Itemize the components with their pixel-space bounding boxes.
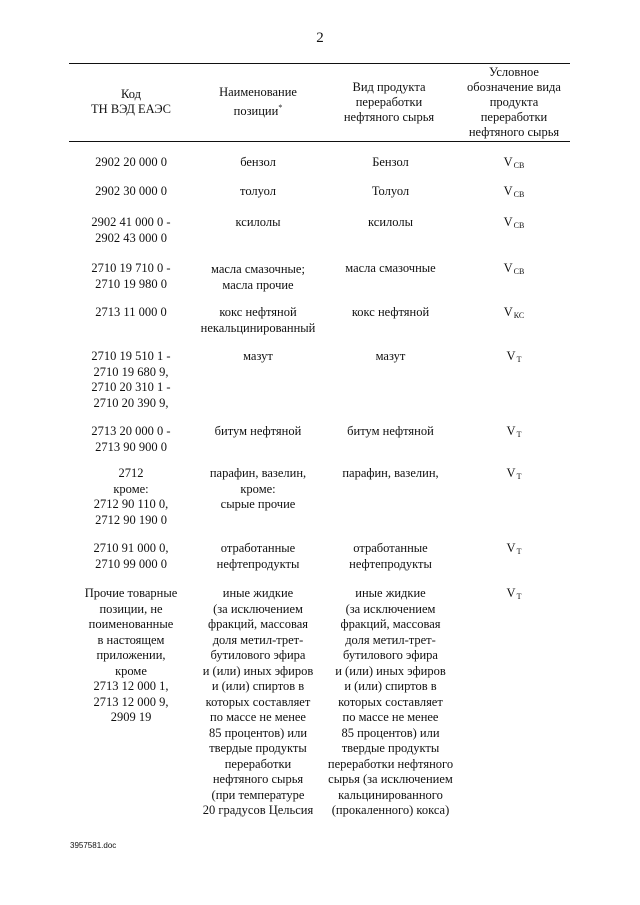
designation-subscript: СВ [513, 267, 525, 276]
product-cell: кокс нефтяной [351, 305, 430, 319]
designation-cell: $V_{СВ}$ [503, 261, 525, 276]
name-cell: бензол [240, 155, 276, 169]
name-cell: иные жидкие (за исключением фракций, массовая доля метил-трет- бутилового эфира и (или) иных эфиров и (или) спиртов в которых составляет по массе не менее 85 процентов) или твердые продукты переработки нефтяного сырья (при температуре 20 градусов Цельсия [202, 586, 314, 817]
code-cell: 2902 41 000 0 - 2902 43 000 0 [91, 215, 171, 245]
designation-subscript: Т [516, 430, 522, 439]
page-number: 2 [316, 30, 324, 46]
product-cell: иные жидкие (за исключением фракций, массовая доля метил-трет- бутилового эфира и (или) иных эфиров и (или) спиртов в которых составляет по массе не менее 85 процентов) или твердые продукты переработки нефтяного сырья (за исключением кальцинированного (прокаленного) кокса) [327, 586, 454, 817]
designation-subscript: СВ [513, 221, 525, 230]
designation-cell: $V_{СВ}$ [503, 155, 525, 170]
designation-subscript: КС [513, 311, 525, 320]
header-name-text: Наименование позиции* [219, 84, 297, 119]
table-row [69, 261, 570, 292]
product-cell: Бензол [372, 155, 409, 169]
table-row [69, 424, 570, 454]
header-bottom-rule [69, 141, 570, 142]
designation-cell: $V_Т$ [506, 466, 522, 481]
code-cell: 2712 кроме: 2712 90 110 0, 2712 90 190 0 [93, 466, 169, 527]
designation-cell: $V_Т$ [506, 424, 522, 439]
header-code [69, 66, 193, 138]
table-row [69, 155, 570, 175]
designation-subscript: Т [516, 547, 522, 556]
code-cell: 2902 30 000 0 [95, 184, 167, 198]
code-cell: 2902 20 000 0 [95, 155, 167, 169]
name-cell: отработанные нефтепродукты [216, 541, 300, 571]
footnote-mark: * [278, 102, 283, 112]
header-designation-text: Условное обозначение вида продукта переработки нефтяного сырья [467, 64, 561, 139]
code-cell: 2710 19 510 1 - 2710 19 680 9, 2710 20 310 1 - 2710 20 390 9, [91, 349, 171, 410]
product-cell: парафин, вазелин, [342, 466, 439, 480]
product-cell: отработанные нефтепродукты [349, 541, 432, 571]
table-row [69, 215, 570, 245]
product-cell: мазут [375, 349, 406, 363]
designation-cell: $V_Т$ [506, 541, 522, 556]
table-row [69, 586, 570, 817]
product-cell: ксилолы [368, 215, 413, 229]
name-cell: ксилолы [235, 215, 281, 229]
table-row [69, 541, 570, 571]
name-cell: парафин, вазелин, кроме: сырые прочие [209, 466, 307, 511]
designation-cell: $V_Т$ [506, 586, 522, 601]
designation-subscript: СВ [513, 161, 525, 170]
header-product-type [327, 66, 451, 138]
designation-subscript: СВ [513, 190, 525, 199]
code-cell: Прочие товарные позиции, не поименованные в настоящем приложении, кроме 2713 12 000 1, 2713 12 000 9, 2909 19 [84, 586, 178, 724]
designation-cell: $V_{СВ}$ [503, 215, 525, 230]
name-cell: мазут [243, 349, 273, 363]
table-row [69, 305, 570, 335]
designation-subscript: Т [516, 592, 522, 601]
header-code-text: Код ТН ВЭД ЕАЭС [91, 87, 171, 116]
name-cell: масла смазочные; масла прочие [211, 262, 305, 292]
product-cell: Толуол [371, 184, 410, 198]
document-filename: 3957581.doc [70, 841, 117, 850]
designation-subscript: Т [516, 472, 522, 481]
header-designation [458, 66, 570, 138]
code-cell: 2713 11 000 0 [95, 305, 167, 319]
designation-cell: $V_{КС}$ [503, 305, 525, 320]
header-name [203, 66, 313, 138]
table-row [69, 466, 570, 527]
table-row [69, 184, 570, 204]
designation-cell: $V_Т$ [506, 349, 522, 364]
table-row [69, 349, 570, 410]
code-cell: 2710 91 000 0, 2710 99 000 0 [93, 541, 169, 571]
product-cell: битум нефтяной [347, 424, 434, 438]
header-product-type-text: Вид продукта переработки нефтяного сырья [343, 79, 435, 124]
product-cell: масла смазочные [345, 261, 436, 275]
name-cell: кокс нефтяной некальцинированный [200, 305, 316, 335]
designation-cell: $V_{СВ}$ [503, 184, 525, 199]
code-cell: 2710 19 710 0 - 2710 19 980 0 [91, 261, 171, 291]
designation-subscript: Т [516, 355, 522, 364]
name-cell: битум нефтяной [214, 424, 302, 438]
code-cell: 2713 20 000 0 - 2713 90 900 0 [91, 424, 171, 454]
name-cell: толуол [240, 184, 276, 198]
